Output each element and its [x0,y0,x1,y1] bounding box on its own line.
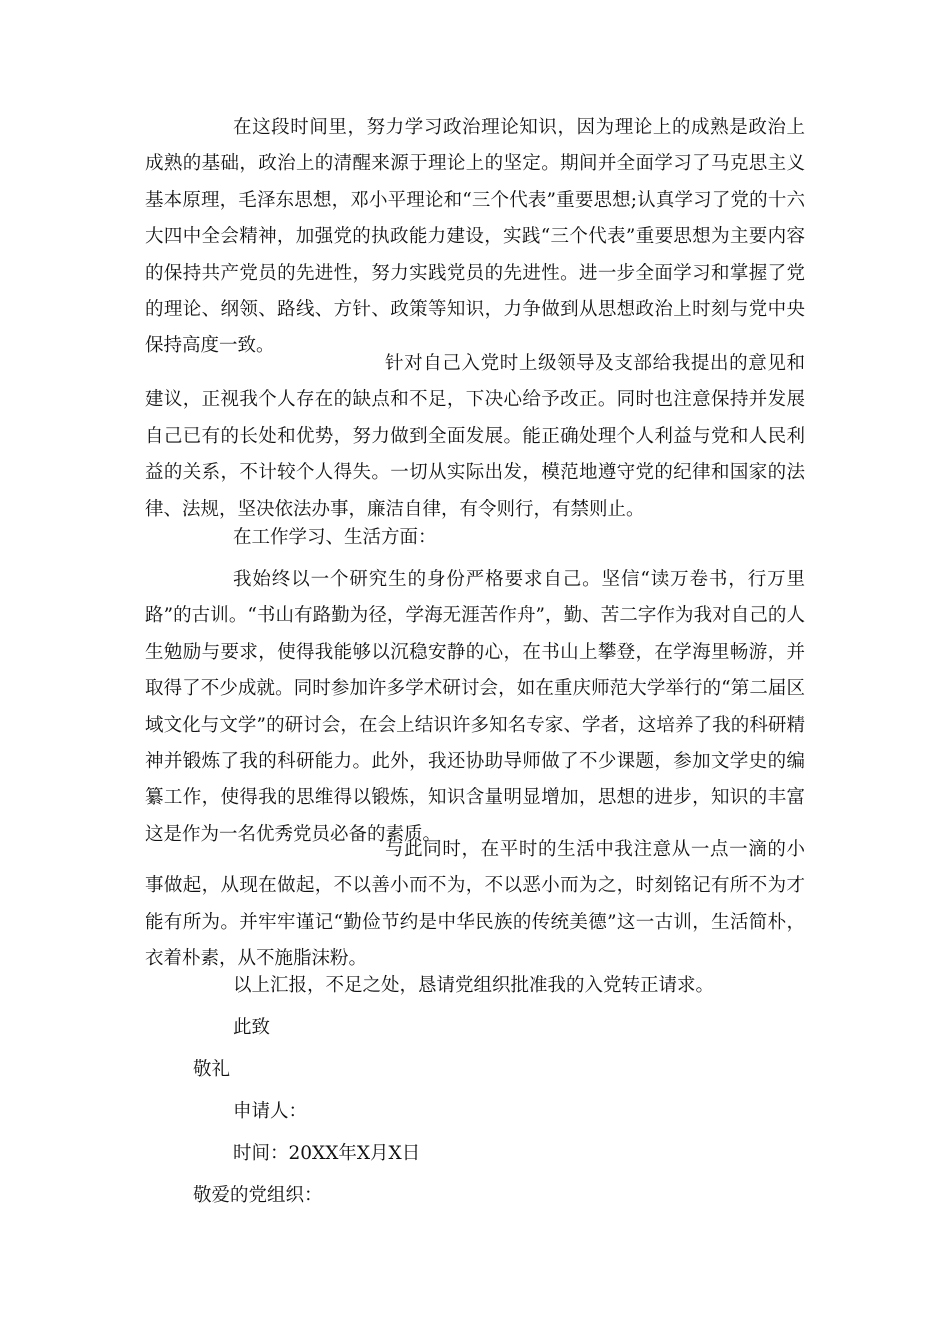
paragraph-study-work: 我始终以一个研究生的身份严格要求自己。坚信“读万卷书，行万里路”的古训。“书山有路勤为径，学海无涯苦作舟”，勤、苦二字作为我对自己的人生勉励与要求，使得我能够以沉稳安静的心，在书山上攀登，在学海里畅游，并取得了不少成就。同时参加许多学术研讨会，如在重庆师范大学举行的“第二届区域文化与文学”的研讨会，在会上结识许多知名专家、学者，这培养了我的科研精神并锻炼了我的科研能力。此外，我还协助导师做了不少课题，参加文学史的编纂工作，使得我的思维得以锻炼，知识含量明显增加，思想的进步，知识的丰富这是作为一名优秀党员必备的素质。 [145,569,805,845]
paragraph-closing-request: 以上汇报，不足之处，恳请党组织批准我的入党转正请求。 [233,975,715,996]
paragraph-daily-life: 与此同时，在平时的生活中我注意从一点一滴的小事做起，从现在做起，不以善小而不为，不以恶小而为之，时刻铭记有所不为才能有所为。并牢牢谨记“勤俭节约是中华民族的传统美德”这一古训，生活简朴，衣着朴素，从不施脂沫粉。 [145,839,805,970]
date-line: 时间：20XX年X月X日 [233,1143,421,1164]
applicant-line: 申请人： [233,1101,308,1122]
closing-salutation: 此致 [233,1017,271,1038]
closing-regards: 敬礼 [193,1059,231,1080]
next-letter-greeting: 敬爱的党组织： [193,1185,323,1206]
paragraph-theory-study: 在这段时间里，努力学习政治理论知识，因为理论上的成熟是政治上成熟的基础，政治上的清醒来源于理论上的坚定。期间并全面学习了马克思主义基本原理，毛泽东思想，邓小平理论和“三个代表”重要思想;认真学习了党的十六大四中全会精神，加强党的执政能力建设，实践“三个代表”重要思想为主要内容的保持共产党员的先进性，努力实践党员的先进性。进一步全面学习和掌握了党的理论、纲领、路线、方针、政策等知识，力争做到从思想政治上时刻与党中央保持高度一致。 [145,117,805,357]
paragraph-self-improvement: 针对自己入党时上级领导及支部给我提出的意见和建议，正视我个人存在的缺点和不足，下决心给予改正。同时也注意保持并发展自己已有的长处和优势，努力做到全面发展。能正确处理个人利益与党和人民利益的关系，不计较个人得失。一切从实际出发，模范地遵守党的纪律和国家的法律、法规，坚决依法办事，廉洁自律，有令则行，有禁则止。 [145,353,805,520]
paragraph-section-heading: 在工作学习、生活方面： [233,527,437,548]
